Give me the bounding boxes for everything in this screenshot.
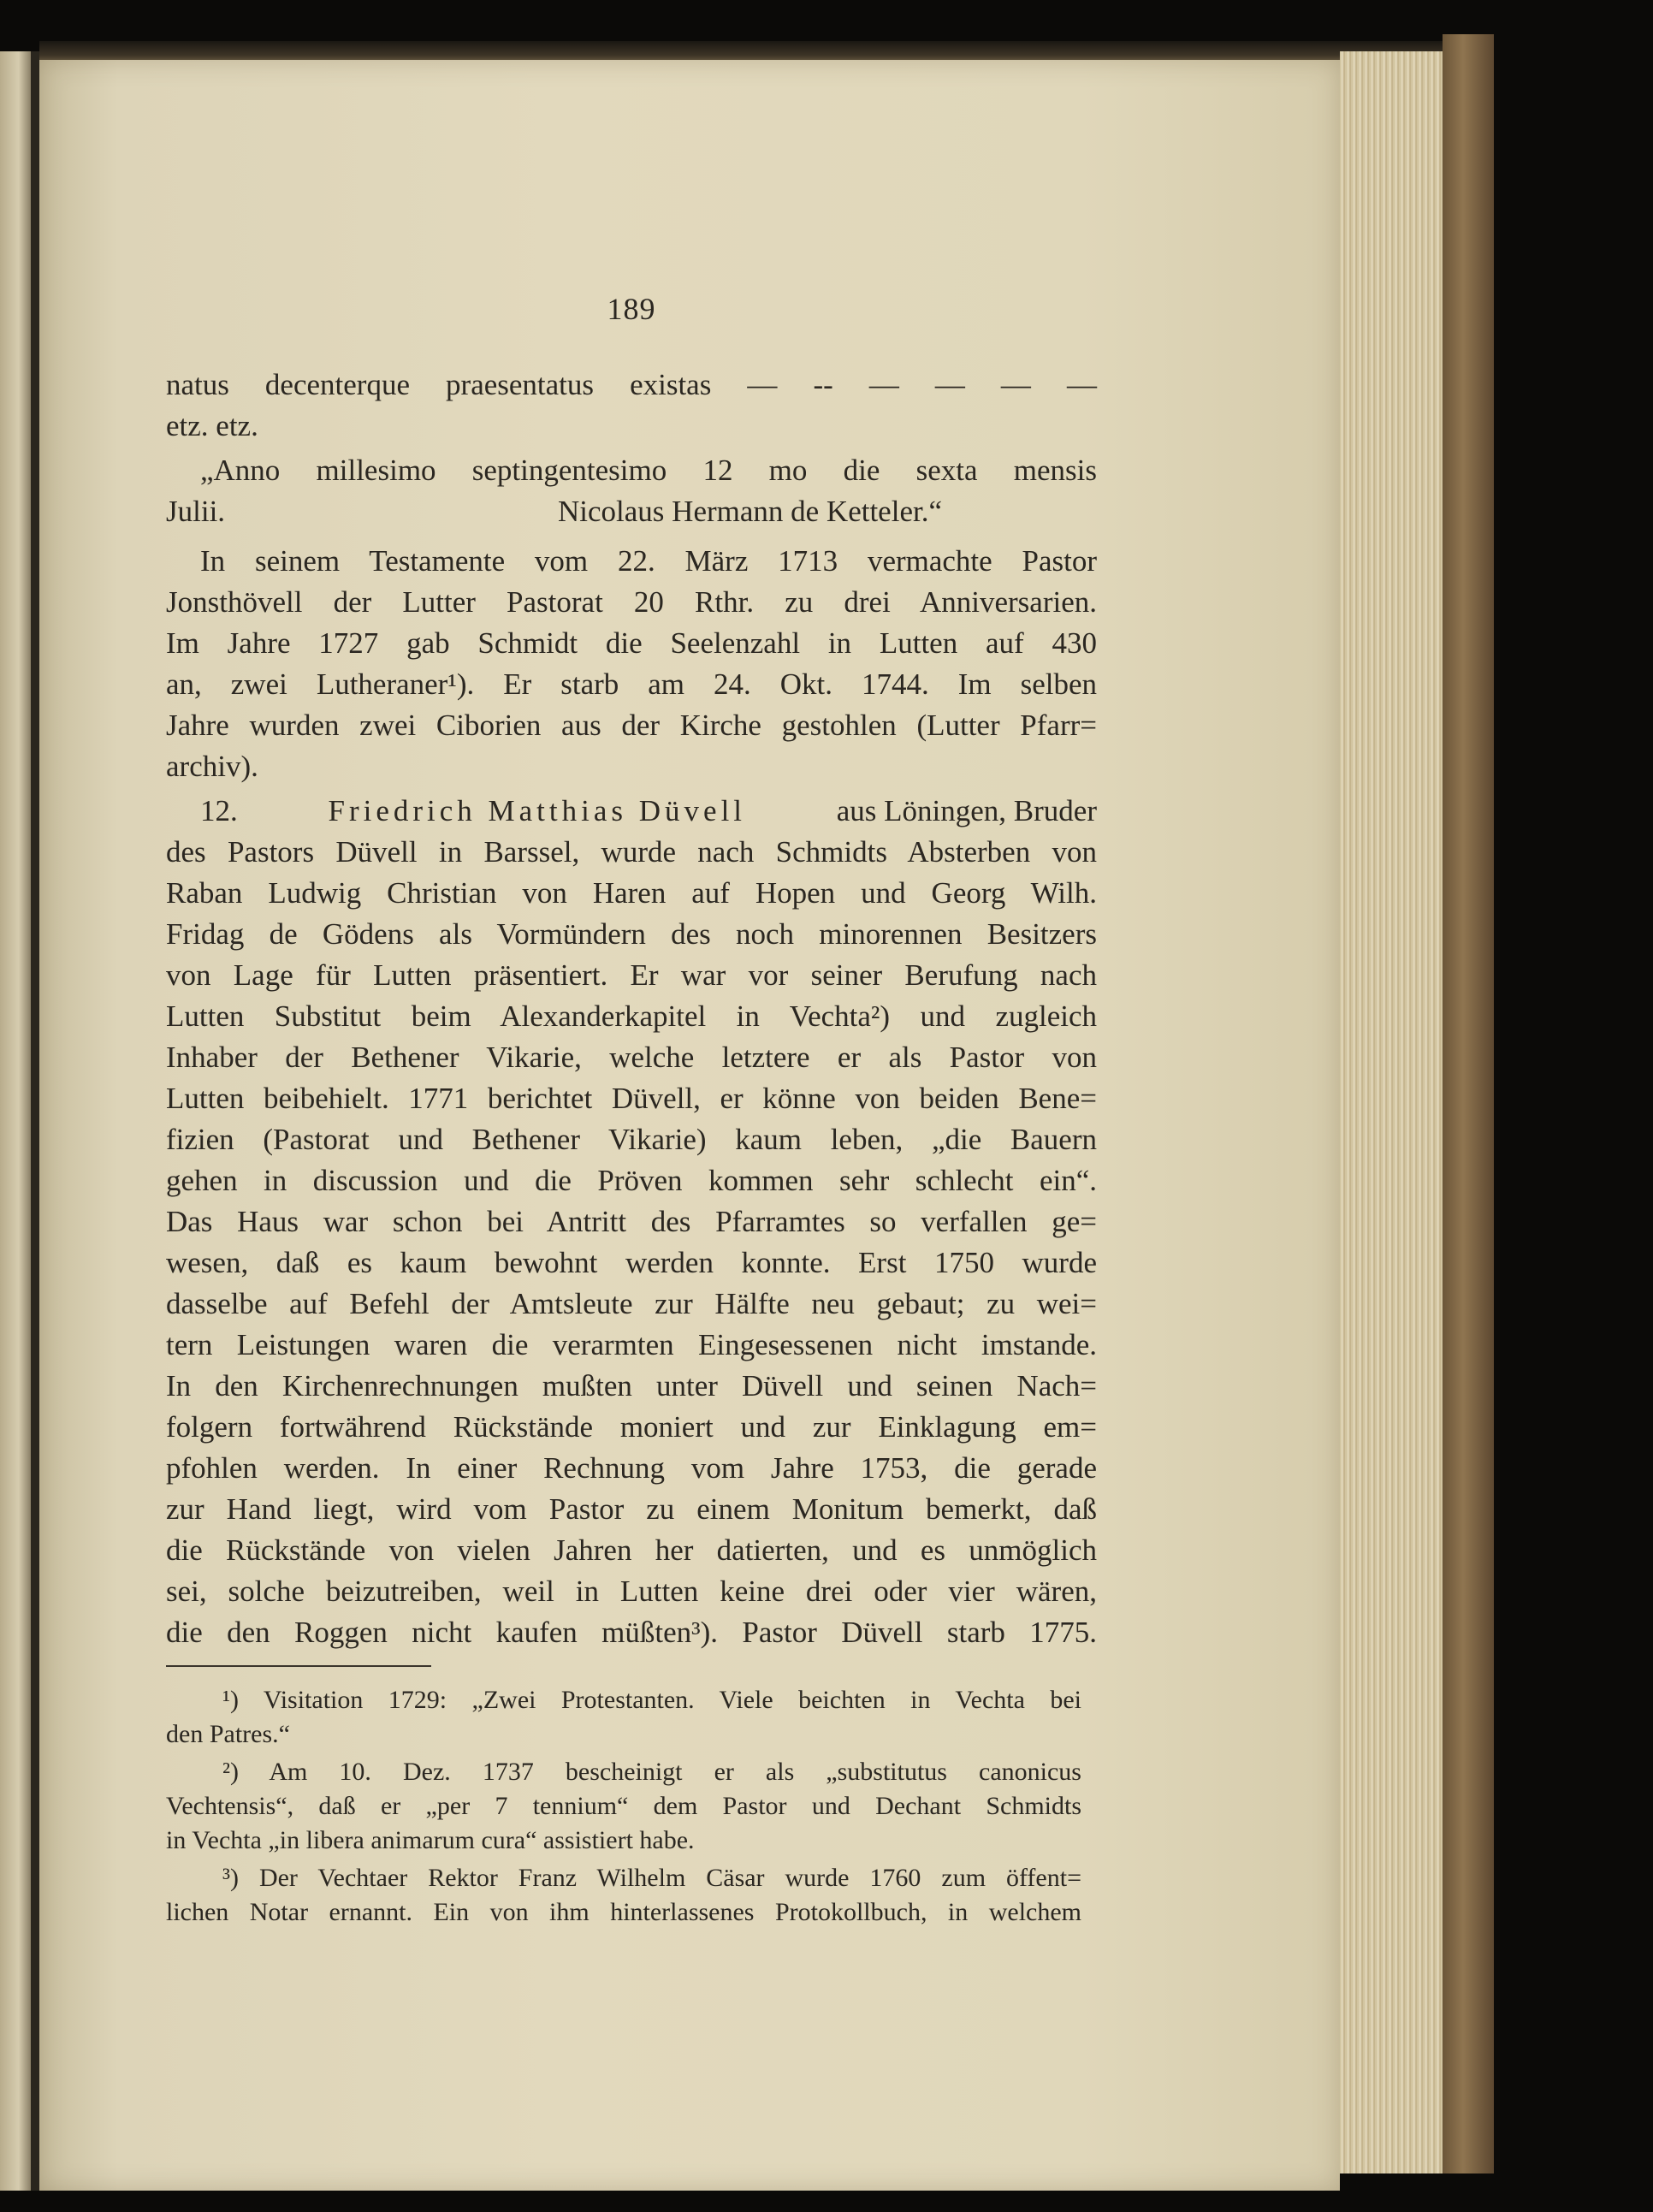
- person-name: Friedrich Matthias Düvell: [328, 794, 747, 827]
- body-line: Raban Ludwig Christian von Haren auf Hopen und Georg Wilh.: [166, 876, 1097, 910]
- body-line: an, zwei Lutheraner¹). Er starb am 24. Okt. 1744. Im selben: [166, 667, 1097, 701]
- signature-line: Nicolaus Hermann de Ketteler.“: [558, 495, 942, 528]
- body-line: wesen, daß es kaum bewohnt werden konnte. Erst 1750 wurde: [166, 1246, 1097, 1279]
- body-line: Fridag de Gödens als Vormündern des noch minorennen Besitzers: [166, 917, 1097, 951]
- body-line: In den Kirchenrechnungen mußten unter Düvell und seinen Nach=: [166, 1369, 1097, 1403]
- body-line: fizien (Pastorat und Bethener Vikarie) kaum leben, „die Bauern: [166, 1123, 1097, 1156]
- footnote-line: lichen Notar ernannt. Ein von ihm hinterlassenes Protokollbuch, in welchem: [166, 1898, 1081, 1926]
- body-line: archiv).: [166, 750, 258, 783]
- body-line: folgern fortwährend Rückstände moniert und zur Einklagung em=: [166, 1410, 1097, 1444]
- body-line: die den Roggen nicht kaufen müßten³). Pastor Düvell starb 1775.: [166, 1616, 1097, 1649]
- body-line: sei, solche beizutreiben, weil in Lutten keine drei oder vier wären,: [166, 1574, 1097, 1608]
- footnote-line: ¹) Visitation 1729: „Zwei Protestanten. Viele beichten in Vechta bei: [222, 1686, 1081, 1714]
- binding-gutter: [31, 51, 39, 2191]
- footnote-rule: [166, 1665, 431, 1667]
- footnote-line: den Patres.“: [166, 1720, 290, 1748]
- body-line-first: [200, 796, 1097, 826]
- item-number: 12.: [200, 794, 238, 827]
- body-line: zur Hand liegt, wird vom Pastor zu einem Monitum bemerkt, daß: [166, 1492, 1097, 1526]
- body-line: gehen in discussion und die Pröven kommen sehr schlecht ein“.: [166, 1164, 1097, 1197]
- footnote-line: Vechtensis“, daß er „per 7 tennium“ dem Pastor und Dechant Schmidts: [166, 1792, 1081, 1820]
- body-line: dasselbe auf Befehl der Amtsleute zur Hälfte neu gebaut; zu wei=: [166, 1287, 1097, 1320]
- body-line: In seinem Testamente vom 22. März 1713 vermachte Pastor: [200, 544, 1097, 578]
- body-line: Im Jahre 1727 gab Schmidt die Seelenzahl in Lutten auf 430: [166, 626, 1097, 660]
- body-line: Jahre wurden zwei Ciborien aus der Kirche gestohlen (Lutter Pfarr=: [166, 709, 1097, 742]
- footnote-line: ³) Der Vechtaer Rektor Franz Wilhelm Cäsar wurde 1760 zum öffent=: [222, 1864, 1081, 1892]
- body-line: Lutten beibehielt. 1771 berichtet Düvell, er könne von beiden Bene=: [166, 1082, 1097, 1115]
- page: [39, 60, 1340, 2191]
- latin-line: Julii.: [166, 495, 226, 528]
- body-line: pfohlen werden. In einer Rechnung vom Jahre 1753, die gerade: [166, 1451, 1097, 1485]
- book-cover-edge: [1443, 34, 1494, 2173]
- page-number: 189: [607, 292, 656, 326]
- body-line: Inhaber der Bethener Vikarie, welche letztere er als Pastor von: [166, 1041, 1097, 1074]
- body-line: tern Leistungen waren die verarmten Eingesessenen nicht imstande.: [166, 1328, 1097, 1361]
- footnote-line: in Vechta „in libera animarum cura“ assistiert habe.: [166, 1826, 695, 1854]
- body-line: die Rückstände von vielen Jahren her datierten, und es unmöglich: [166, 1533, 1097, 1567]
- page-stack-edge: [1340, 51, 1443, 2173]
- body-line: des Pastors Düvell in Barssel, wurde nach Schmidts Absterben von: [166, 835, 1097, 869]
- latin-line: etz. etz.: [166, 409, 258, 442]
- latin-line: natus decenterque praesentatus existas — -- — — — —: [166, 368, 1097, 401]
- left-page-edge: [0, 51, 31, 2191]
- body-text: aus Löningen, Bruder: [836, 794, 1097, 827]
- body-line: Lutten Substitut beim Alexanderkapitel in Vechta²) und zugleich: [166, 999, 1097, 1033]
- body-line: Jonsthövell der Lutter Pastorat 20 Rthr. zu drei Anniversarien.: [166, 585, 1097, 619]
- body-line: von Lage für Lutten präsentiert. Er war vor seiner Berufung nach: [166, 958, 1097, 992]
- latin-line: „Anno millesimo septingentesimo 12 mo die sexta mensis: [200, 454, 1097, 487]
- footnote-line: ²) Am 10. Dez. 1737 bescheinigt er als „substitutus canonicus: [222, 1758, 1081, 1786]
- body-line: Das Haus war schon bei Antritt des Pfarramtes so verfallen ge=: [166, 1205, 1097, 1238]
